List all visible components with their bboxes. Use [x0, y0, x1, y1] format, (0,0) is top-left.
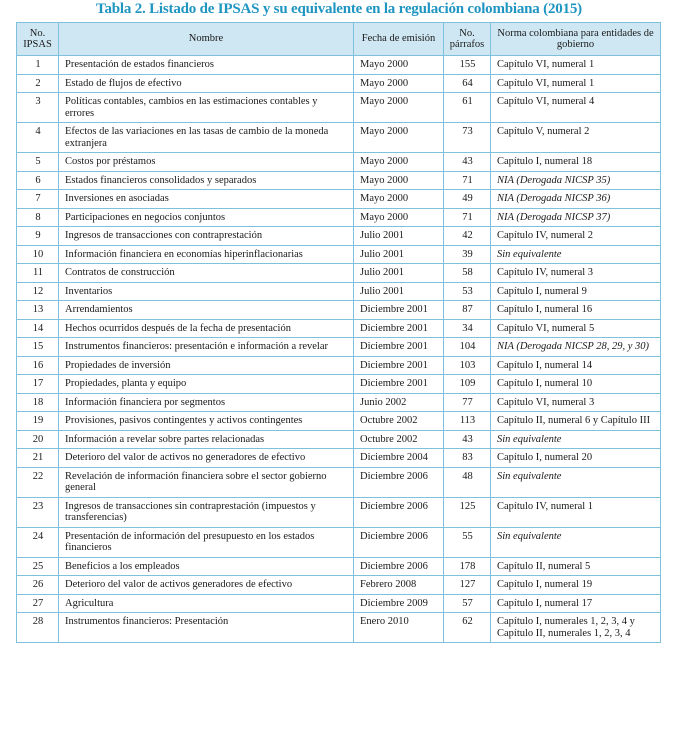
cell-fecha-emision: Febrero 2008 [354, 576, 444, 595]
table-body [17, 56, 661, 643]
cell-nombre: Instrumentos financieros: presentación e información a revelar [59, 338, 354, 357]
cell-nombre: Políticas contables, cambios en las estimaciones contables y errores [59, 93, 354, 123]
cell-norma-colombiana: Capítulo IV, numeral 2 [491, 227, 661, 246]
cell-ipsas-number: 23 [17, 497, 59, 527]
table-row [17, 576, 661, 595]
table-row [17, 190, 661, 209]
cell-fecha-emision: Diciembre 2001 [354, 375, 444, 394]
cell-fecha-emision: Diciembre 2001 [354, 301, 444, 320]
cell-ipsas-number: 6 [17, 171, 59, 190]
cell-fecha-emision: Diciembre 2001 [354, 319, 444, 338]
cell-fecha-emision: Diciembre 2001 [354, 356, 444, 375]
column-header-norma: Norma colombiana para entidades de gobierno [491, 23, 661, 56]
table-row [17, 153, 661, 172]
cell-parrafos: 55 [444, 527, 491, 557]
table-row [17, 412, 661, 431]
cell-fecha-emision: Julio 2001 [354, 264, 444, 283]
cell-ipsas-number: 27 [17, 594, 59, 613]
cell-parrafos: 71 [444, 208, 491, 227]
cell-norma-colombiana: Capítulo I, numeral 17 [491, 594, 661, 613]
table-row [17, 319, 661, 338]
cell-parrafos: 64 [444, 74, 491, 93]
cell-fecha-emision: Mayo 2000 [354, 123, 444, 153]
cell-norma-colombiana: Capítulo I, numeral 14 [491, 356, 661, 375]
cell-fecha-emision: Mayo 2000 [354, 190, 444, 209]
cell-fecha-emision: Mayo 2000 [354, 56, 444, 75]
cell-norma-colombiana: Capítulo V, numeral 2 [491, 123, 661, 153]
cell-norma-colombiana: Sin equivalente [491, 245, 661, 264]
cell-ipsas-number: 16 [17, 356, 59, 375]
cell-nombre: Efectos de las variaciones en las tasas de cambio de la moneda extranjera [59, 123, 354, 153]
cell-norma-colombiana: Capítulo VI, numeral 1 [491, 74, 661, 93]
cell-norma-colombiana: Sin equivalente [491, 430, 661, 449]
cell-parrafos: 57 [444, 594, 491, 613]
cell-ipsas-number: 12 [17, 282, 59, 301]
cell-fecha-emision: Mayo 2000 [354, 208, 444, 227]
cell-nombre: Presentación de estados financieros [59, 56, 354, 75]
cell-parrafos: 39 [444, 245, 491, 264]
cell-fecha-emision: Junio 2002 [354, 393, 444, 412]
cell-parrafos: 87 [444, 301, 491, 320]
cell-nombre: Hechos ocurridos después de la fecha de presentación [59, 319, 354, 338]
cell-ipsas-number: 15 [17, 338, 59, 357]
cell-parrafos: 43 [444, 430, 491, 449]
cell-nombre: Instrumentos financieros: Presentación [59, 613, 354, 643]
cell-nombre: Participaciones en negocios conjuntos [59, 208, 354, 227]
ipsas-table [16, 22, 661, 643]
cell-ipsas-number: 3 [17, 93, 59, 123]
cell-fecha-emision: Diciembre 2006 [354, 497, 444, 527]
table-row [17, 467, 661, 497]
cell-norma-colombiana: Capítulo II, numeral 5 [491, 557, 661, 576]
cell-nombre: Beneficios a los empleados [59, 557, 354, 576]
cell-parrafos: 104 [444, 338, 491, 357]
cell-parrafos: 127 [444, 576, 491, 595]
cell-nombre: Contratos de construcción [59, 264, 354, 283]
table-row [17, 56, 661, 75]
cell-ipsas-number: 26 [17, 576, 59, 595]
table-row [17, 527, 661, 557]
column-header-parrafos: No. párrafos [444, 23, 491, 56]
table-row [17, 74, 661, 93]
cell-ipsas-number: 18 [17, 393, 59, 412]
cell-parrafos: 103 [444, 356, 491, 375]
cell-parrafos: 113 [444, 412, 491, 431]
cell-fecha-emision: Julio 2001 [354, 227, 444, 246]
cell-nombre: Estados financieros consolidados y separados [59, 171, 354, 190]
cell-fecha-emision: Mayo 2000 [354, 153, 444, 172]
cell-nombre: Ingresos de transacciones sin contraprestación (impuestos y transferencias) [59, 497, 354, 527]
table-row [17, 301, 661, 320]
table-row [17, 123, 661, 153]
cell-ipsas-number: 17 [17, 375, 59, 394]
column-header-num: No. IPSAS [17, 23, 59, 56]
table-row [17, 594, 661, 613]
cell-ipsas-number: 2 [17, 74, 59, 93]
cell-nombre: Revelación de información financiera sobre el sector gobierno general [59, 467, 354, 497]
cell-norma-colombiana: Capítulo II, numeral 6 y Capítulo III [491, 412, 661, 431]
cell-ipsas-number: 19 [17, 412, 59, 431]
cell-norma-colombiana: Capítulo VI, numeral 5 [491, 319, 661, 338]
cell-nombre: Agricultura [59, 594, 354, 613]
cell-fecha-emision: Julio 2001 [354, 282, 444, 301]
cell-nombre: Deterioro del valor de activos generadores de efectivo [59, 576, 354, 595]
cell-fecha-emision: Octubre 2002 [354, 430, 444, 449]
cell-ipsas-number: 11 [17, 264, 59, 283]
cell-parrafos: 61 [444, 93, 491, 123]
cell-norma-colombiana: Capítulo I, numerales 1, 2, 3, 4 y Capítulo II, numerales 1, 2, 3, 4 [491, 613, 661, 643]
cell-parrafos: 125 [444, 497, 491, 527]
cell-norma-colombiana: Capítulo IV, numeral 1 [491, 497, 661, 527]
cell-norma-colombiana: Capítulo I, numeral 19 [491, 576, 661, 595]
cell-norma-colombiana: Capítulo VI, numeral 1 [491, 56, 661, 75]
table-row [17, 171, 661, 190]
column-header-fecha: Fecha de emisión [354, 23, 444, 56]
cell-norma-colombiana: NIA (Derogada NICSP 37) [491, 208, 661, 227]
cell-nombre: Inventarios [59, 282, 354, 301]
table-row [17, 557, 661, 576]
cell-ipsas-number: 5 [17, 153, 59, 172]
cell-norma-colombiana: Capítulo VI, numeral 4 [491, 93, 661, 123]
cell-norma-colombiana: NIA (Derogada NICSP 35) [491, 171, 661, 190]
cell-parrafos: 48 [444, 467, 491, 497]
cell-ipsas-number: 10 [17, 245, 59, 264]
cell-parrafos: 77 [444, 393, 491, 412]
cell-fecha-emision: Mayo 2000 [354, 74, 444, 93]
cell-nombre: Estado de flujos de efectivo [59, 74, 354, 93]
table-row [17, 375, 661, 394]
cell-norma-colombiana: Capítulo I, numeral 9 [491, 282, 661, 301]
cell-ipsas-number: 4 [17, 123, 59, 153]
cell-nombre: Propiedades, planta y equipo [59, 375, 354, 394]
cell-norma-colombiana: Capítulo I, numeral 18 [491, 153, 661, 172]
table-row [17, 282, 661, 301]
table-row [17, 356, 661, 375]
cell-ipsas-number: 20 [17, 430, 59, 449]
cell-fecha-emision: Diciembre 2006 [354, 557, 444, 576]
cell-fecha-emision: Enero 2010 [354, 613, 444, 643]
cell-parrafos: 53 [444, 282, 491, 301]
cell-ipsas-number: 1 [17, 56, 59, 75]
cell-nombre: Información financiera en economías hiperinflacionarias [59, 245, 354, 264]
cell-parrafos: 109 [444, 375, 491, 394]
cell-nombre: Deterioro del valor de activos no generadores de efectivo [59, 449, 354, 468]
cell-ipsas-number: 22 [17, 467, 59, 497]
cell-norma-colombiana: Capítulo I, numeral 16 [491, 301, 661, 320]
cell-norma-colombiana: NIA (Derogada NICSP 36) [491, 190, 661, 209]
cell-norma-colombiana: Sin equivalente [491, 527, 661, 557]
cell-parrafos: 34 [444, 319, 491, 338]
cell-ipsas-number: 25 [17, 557, 59, 576]
cell-norma-colombiana: Capítulo VI, numeral 3 [491, 393, 661, 412]
cell-norma-colombiana: NIA (Derogada NICSP 28, 29, y 30) [491, 338, 661, 357]
table-row [17, 338, 661, 357]
cell-fecha-emision: Diciembre 2009 [354, 594, 444, 613]
cell-nombre: Inversiones en asociadas [59, 190, 354, 209]
cell-nombre: Información a revelar sobre partes relacionadas [59, 430, 354, 449]
cell-fecha-emision: Mayo 2000 [354, 171, 444, 190]
cell-parrafos: 71 [444, 171, 491, 190]
cell-fecha-emision: Diciembre 2001 [354, 338, 444, 357]
cell-nombre: Información financiera por segmentos [59, 393, 354, 412]
table-row [17, 497, 661, 527]
cell-nombre: Ingresos de transacciones con contraprestación [59, 227, 354, 246]
cell-parrafos: 42 [444, 227, 491, 246]
table-title: Tabla 2. Listado de IPSAS y su equivalente en la regulación colombiana (2015) [96, 1, 582, 17]
cell-nombre: Costos por préstamos [59, 153, 354, 172]
column-header-nombre: Nombre [59, 23, 354, 56]
cell-parrafos: 83 [444, 449, 491, 468]
table-row [17, 245, 661, 264]
table-row [17, 430, 661, 449]
cell-parrafos: 49 [444, 190, 491, 209]
table-row [17, 393, 661, 412]
cell-fecha-emision: Diciembre 2004 [354, 449, 444, 468]
table-row [17, 264, 661, 283]
cell-parrafos: 178 [444, 557, 491, 576]
cell-ipsas-number: 21 [17, 449, 59, 468]
cell-fecha-emision: Mayo 2000 [354, 93, 444, 123]
cell-fecha-emision: Diciembre 2006 [354, 527, 444, 557]
table-row [17, 93, 661, 123]
cell-nombre: Provisiones, pasivos contingentes y activos contingentes [59, 412, 354, 431]
table-row [17, 208, 661, 227]
cell-fecha-emision: Julio 2001 [354, 245, 444, 264]
cell-nombre: Arrendamientos [59, 301, 354, 320]
table-header-row [17, 23, 661, 56]
cell-ipsas-number: 14 [17, 319, 59, 338]
table-row [17, 449, 661, 468]
cell-parrafos: 73 [444, 123, 491, 153]
cell-ipsas-number: 8 [17, 208, 59, 227]
cell-norma-colombiana: Sin equivalente [491, 467, 661, 497]
cell-nombre: Presentación de información del presupuesto en los estados financieros [59, 527, 354, 557]
table-row [17, 227, 661, 246]
cell-nombre: Propiedades de inversión [59, 356, 354, 375]
cell-ipsas-number: 28 [17, 613, 59, 643]
cell-fecha-emision: Octubre 2002 [354, 412, 444, 431]
cell-parrafos: 58 [444, 264, 491, 283]
cell-norma-colombiana: Capítulo I, numeral 20 [491, 449, 661, 468]
cell-parrafos: 43 [444, 153, 491, 172]
cell-ipsas-number: 13 [17, 301, 59, 320]
cell-parrafos: 62 [444, 613, 491, 643]
table-row [17, 613, 661, 643]
cell-parrafos: 155 [444, 56, 491, 75]
cell-norma-colombiana: Capítulo IV, numeral 3 [491, 264, 661, 283]
cell-ipsas-number: 9 [17, 227, 59, 246]
cell-ipsas-number: 24 [17, 527, 59, 557]
cell-norma-colombiana: Capítulo I, numeral 10 [491, 375, 661, 394]
cell-ipsas-number: 7 [17, 190, 59, 209]
cell-fecha-emision: Diciembre 2006 [354, 467, 444, 497]
